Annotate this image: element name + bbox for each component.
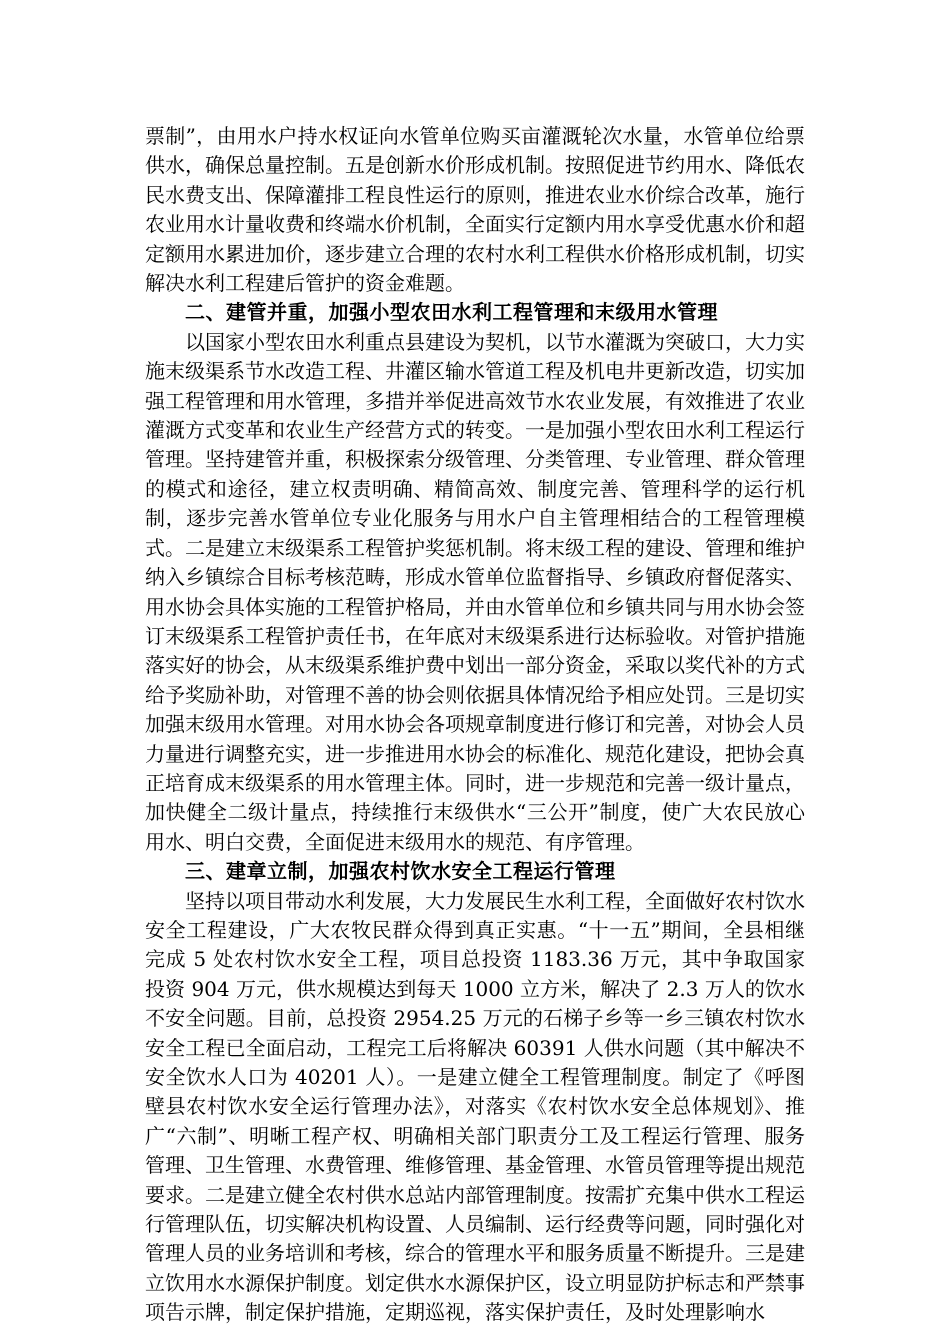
paragraph-water-pricing-continued: 票制”，由用水户持水权证向水管单位购买亩灌溉轮次水量，水管单位给票供水，确保总量控制。五是创新水价形成机制。按照促进节约用水、降低农民水费支出、保障灌排工程良性运行的原则，推进农业水价综合改革，施行农业用水计量收费和终端水价机制，全面实行定额内用水享受优惠水价和超定额用水累进加价，逐步建立合理的农村水利工程供水价格形成机制，切实解决水利工程建后管护的资金难题。 [145, 124, 805, 296]
document-page [145, 122, 805, 1328]
paragraph-farmland-water-management: 以国家小型农田水利重点县建设为契机，以节水灌溉为突破口，大力实施末级渠系节水改造工程、井灌区输水管道工程及机电井更新改造，切实加强工程管理和用水管理，多措并举促进高效节水农业发展，有效推进了农业灌溉方式变革和农业生产经营方式的转变。一是加强小型农田水利工程运行管理。坚持建管并重，积极探索分级管理、分类管理、专业管理、群众管理的模式和途径，建立权责明确、精简高效、制度完善、管理科学的运行机制，逐步完善水管单位专业化服务与用水户自主管理相结合的工程管理模式。二是建立末级渠系工程管护奖惩机制。将末级工程的建设、管理和维护纳入乡镇综合目标考核范畴，形成水管单位监督指导、乡镇政府督促落实、用水协会具体实施的工程管护格局，并由水管单位和乡镇共同与用水协会签订末级渠系工程管护责任书，在年底对末级渠系进行达标验收。对管护措施落实好的协会，从末级渠系维护费中划出一部分资金，采取以奖代补的方式给予奖励补助，对管理不善的协会则依据具体情况给予相应处罚。三是切实加强末级用水管理。对用水协会各项规章制度进行修订和完善，对协会人员力量进行调整充实，进一步推进用水协会的标准化、规范化建设，把协会真正培育成末级渠系的用水管理主体。同时，进一步规范和完善一级计量点，加快健全二级计量点，持续推行末级供水“三公开”制度，使广大农民放心用水、明白交费，全面促进末级用水的规范、有序管理。 [145, 329, 805, 854]
section-heading-2: 二、建管并重，加强小型农田水利工程管理和末级用水管理 [185, 300, 718, 325]
section-heading-3: 三、建章立制，加强农村饮水安全工程运行管理 [185, 859, 616, 884]
paragraph-drinking-water-safety: 坚持以项目带动水利发展，大力发展民生水利工程，全面做好农村饮水安全工程建设，广大农牧民群众得到真正实惠。“十一五”期间，全县相继完成 5 处农村饮水安全工程，项目总投资 1183.36 万元，其中争取国家投资 904 万元，供水规模达到每天 1000 立方米，解决了 2.3 万人的饮水不安全问题。目前，总投资 2954.25 万元的石梯子乡等一乡三镇农村饮水安全工程已全面启动，工程完工后将解决 60391 人供水问题（其中解决不安全饮水人口为 40201 人）。一是建立健全工程管理制度。制定了《呼图壁县农村饮水安全运行管理办法》，对落实《农村饮水安全总体规划》、推广“六制”、明晰工程产权、明确相关部门职责分工及工程运行管理、服务管理、卫生管理、水费管理、维修管理、基金管理、水管员管理等提出规范要求。二是建立健全农村供水总站内部管理制度。按需扩充集中供水工程运行管理队伍，切实解决机构设置、人员编制、运行经费等问题，同时强化对管理人员的业务培训和考核，综合的管理水平和服务质量不断提升。三是建立饮用水水源保护制度。划定供水水源保护区，设立明显防护标志和严禁事项告示牌，制定保护措施，定期巡视，落实保护责任，及时处理影响水 [145, 888, 805, 1325]
